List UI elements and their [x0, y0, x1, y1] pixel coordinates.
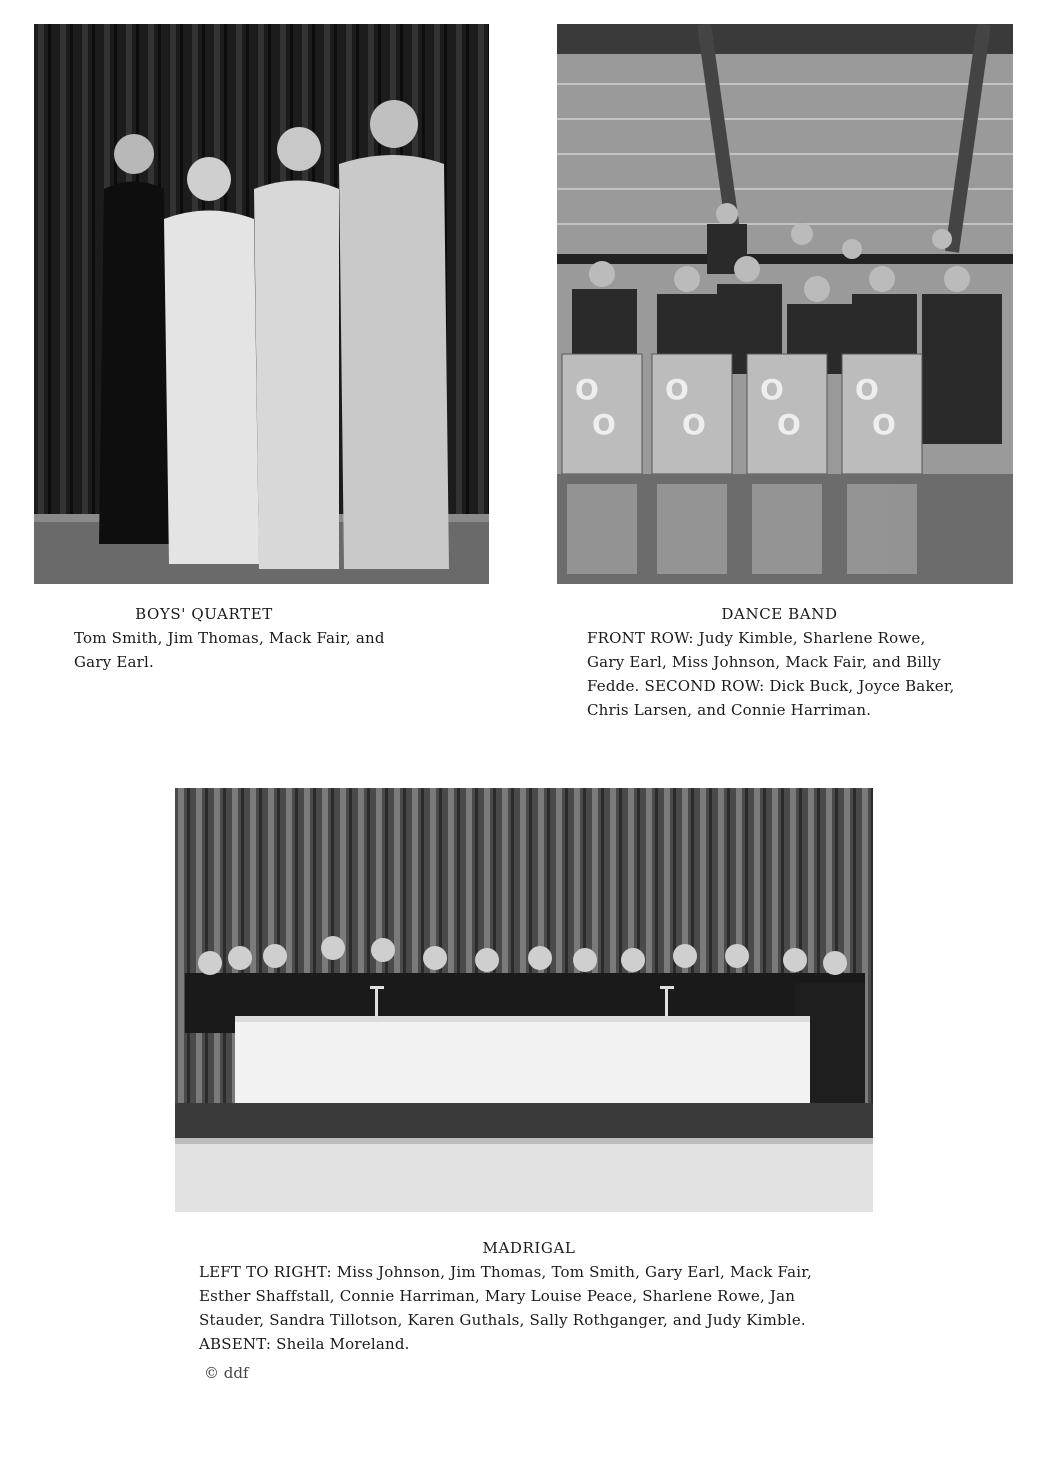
caption-line: ABSENT: Sheila Moreland. — [199, 1335, 410, 1353]
copyright-notice: © ddf — [204, 1364, 249, 1382]
caption-line: Stauder, Sandra Tillotson, Karen Guthals, Sally Rothganger, and Judy Kimble. — [199, 1311, 806, 1329]
stand-letter: O — [855, 373, 879, 406]
stand-letter: O — [777, 408, 801, 441]
caption-line: Tom Smith, Jim Thomas, Mack Fair, and — [74, 629, 385, 647]
boys-quartet-photo — [34, 24, 489, 584]
caption-line: Fedde. SECOND ROW: Dick Buck, Joyce Baker, — [587, 677, 955, 695]
caption-line: Esther Shaffstall, Connie Harriman, Mary Louise Peace, Sharlene Rowe, Jan — [199, 1287, 796, 1305]
stand-letter: O — [592, 408, 616, 441]
caption-title: MADRIGAL — [482, 1239, 576, 1257]
madrigal-caption — [199, 1236, 869, 1356]
caption-line: LEFT TO RIGHT: Miss Johnson, Jim Thomas, Tom Smith, Gary Earl, Mack Fair, — [199, 1263, 812, 1281]
madrigal-photo — [175, 788, 873, 1212]
caption-line: FRONT ROW: Judy Kimble, Sharlene Rowe, — [587, 629, 926, 647]
dance-band-photo — [557, 24, 1013, 584]
stand-letter: O — [872, 408, 896, 441]
dance-band-caption — [587, 602, 1007, 722]
boys-quartet-caption — [74, 602, 494, 674]
stand-letter: O — [682, 408, 706, 441]
stand-letter: O — [575, 373, 599, 406]
caption-line: Chris Larsen, and Connie Harriman. — [587, 701, 872, 719]
stand-letter: O — [665, 373, 689, 406]
caption-line: Gary Earl. — [74, 653, 154, 671]
caption-title: BOYS' QUARTET — [135, 605, 273, 623]
stand-letter: O — [760, 373, 784, 406]
caption-title: DANCE BAND — [721, 605, 838, 623]
caption-line: Gary Earl, Miss Johnson, Mack Fair, and Billy — [587, 653, 941, 671]
